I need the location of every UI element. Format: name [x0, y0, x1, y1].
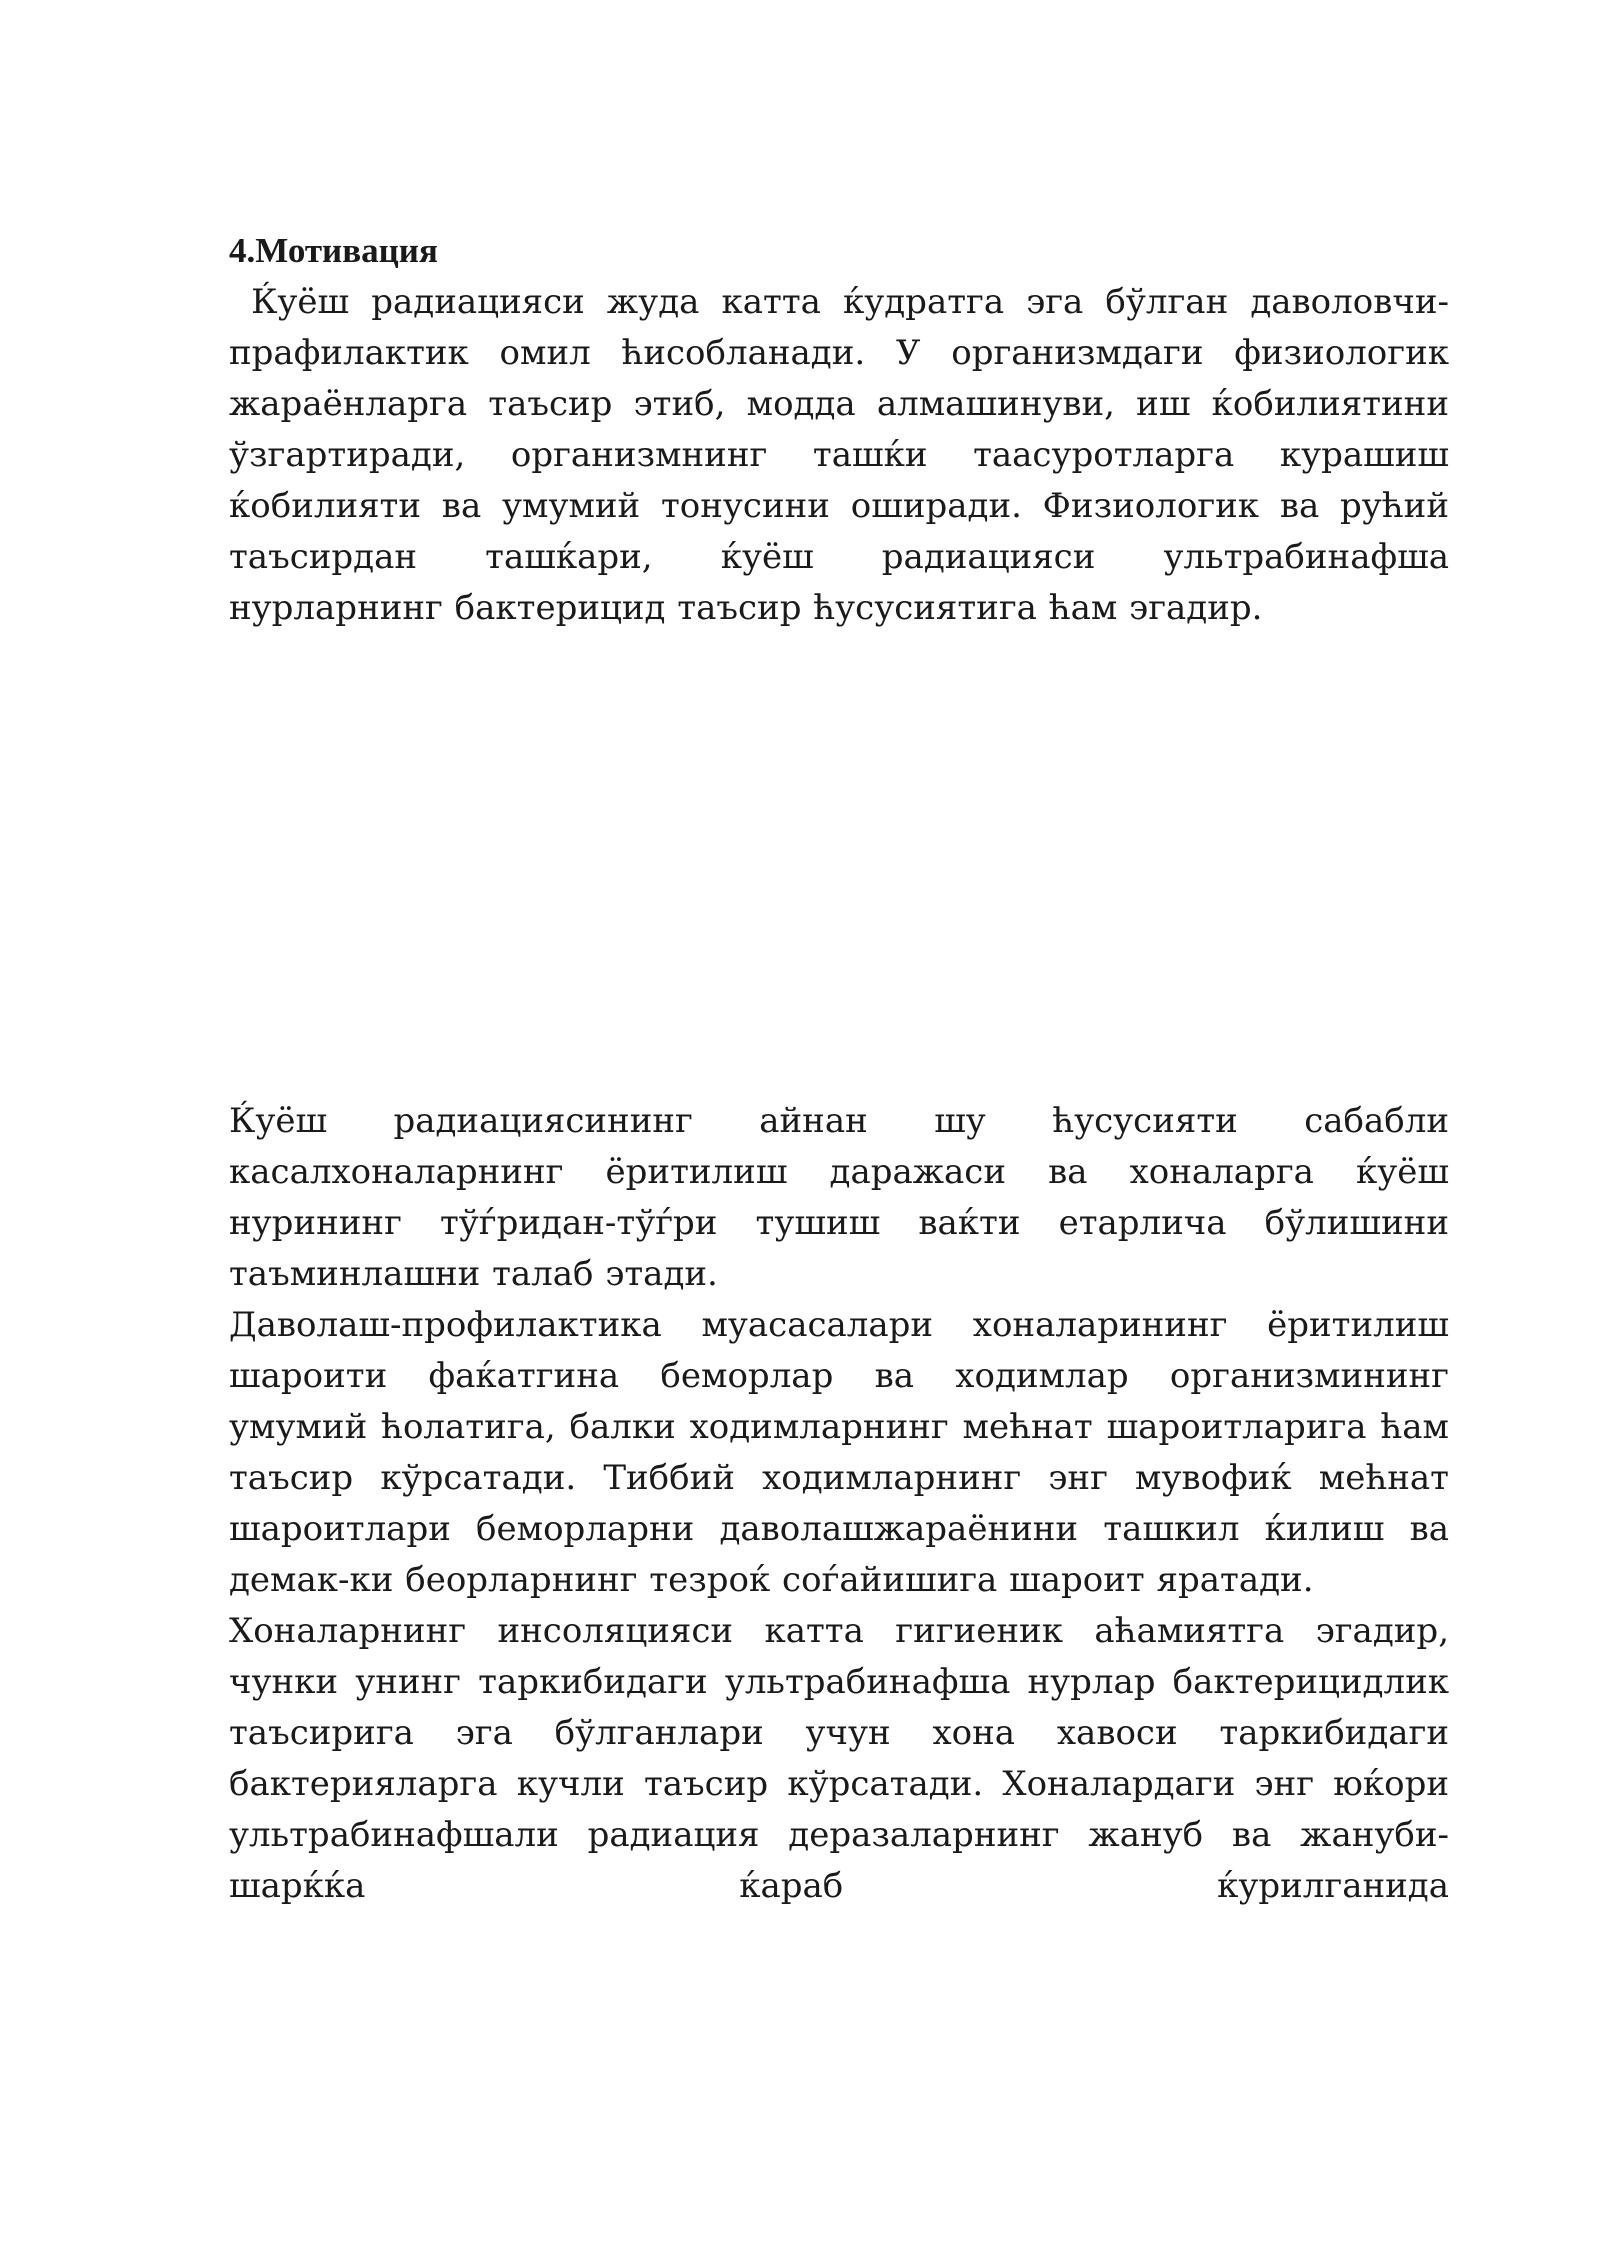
text-block-bottom: [229, 1096, 1449, 1912]
section-heading: 4.Мотивация: [229, 231, 438, 270]
paragraph-hospital-lighting: Ќуёш радиациясининг айнан шу ћусусияти сабабли касалхоналарнинг ёритилиш даражаси ва хоналарга ќуёш нурининг тўѓридан-тўѓри тушиш ваќти етарлича бўлишини таъминлашни талаб этади.: [229, 1101, 1449, 1294]
text-block-top: [229, 277, 1461, 634]
paragraph-motivation: Ќуёш радиацияси жуда катта ќудратга эга бўлган даволовчи-прафилактик омил ћисобланади. У организмдаги физиологик жараёнларга таъсир этиб, модда алмашинуви, иш ќобилиятини ўзгартиради, организмнинг ташќи таасуротларга курашиш ќобилияти ва умумий тонусини оширади. Физиологик ва рућий таъсирдан ташќари, ќуёш радиацияси ультрабинафша нурларнинг бактерицид таъсир ћусусиятига ћам эгадир.: [229, 282, 1461, 628]
paragraph-insolation: Хоналарнинг инсоляцияси катта гигиеник аћамиятга эгадир, чунки унинг таркибидаги ультрабинафша нурлар бактерицидлик таъсирига эга бўлганлари учун хона хавоси таркибидаги бактерияларга кучли таъсир кўрсатади. Хоналардаги энг юќори ультрабинафшали радиация деразаларнинг жануб ва жануби-шарќќа ќараб ќурилганида: [229, 1611, 1449, 1906]
paragraph-working-conditions: Даволаш-профилактика муасасалари хоналарининг ёритилиш шароити фаќатгина беморлар ва ходимлар организмининг умумий ћолатига, балки ходимларнинг мећнат шароитларига ћам таъсир кўрсатади. Тиббий ходимларнинг энг мувофиќ мећнат шароитлари беморларни даволашжараёнини ташкил ќилиш ва демак-ки беорларнинг тезроќ соѓайишига шароит яратади.: [229, 1305, 1449, 1600]
